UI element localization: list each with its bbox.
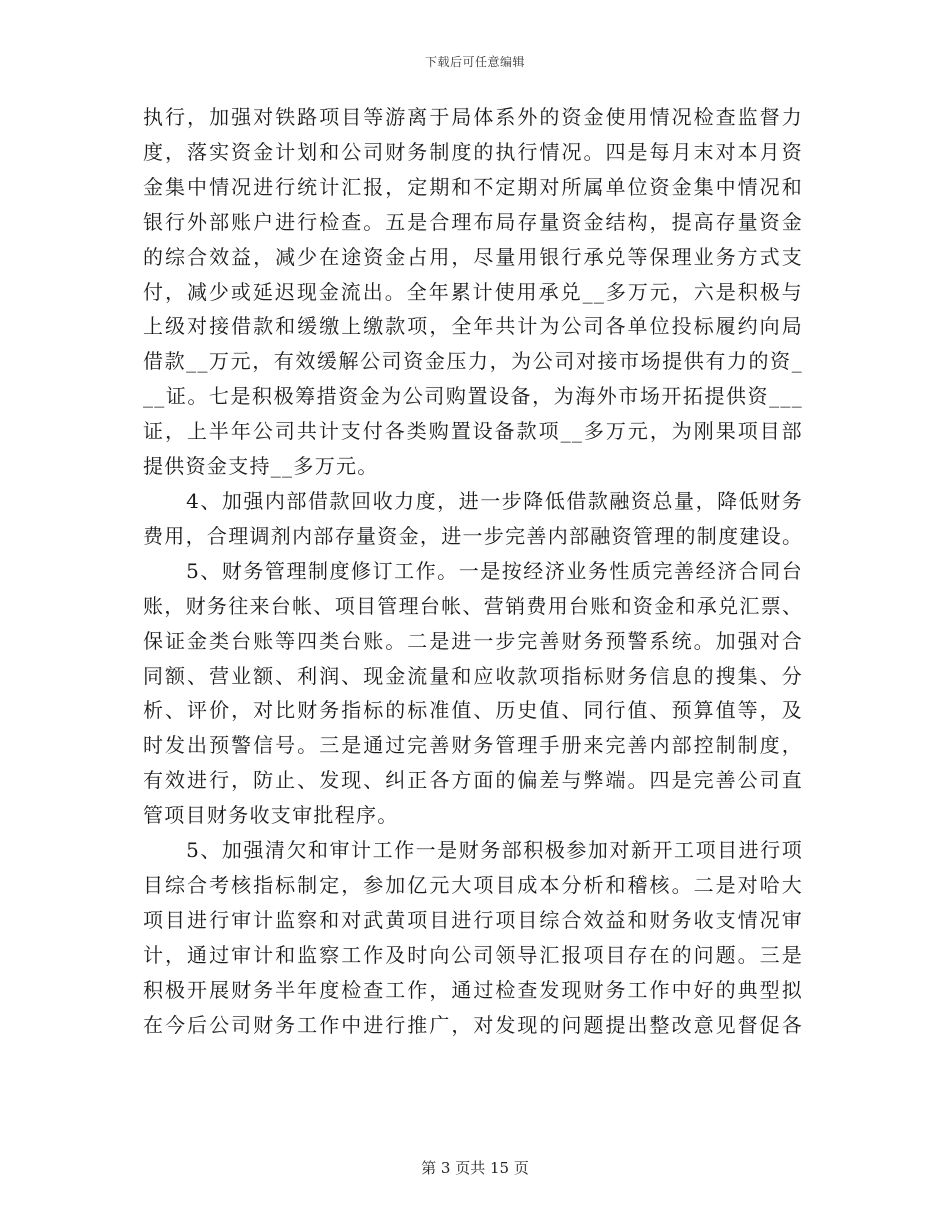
text-line: 借款__万元，有效缓解公司资金压力，为公司对接市场提供有力的资_ <box>143 349 803 374</box>
paragraph <box>143 833 803 1042</box>
text-line: 度，落实资金计划和公司财务制度的执行情况。四是每月末对本月资 <box>143 139 803 164</box>
text-line: 4、加强内部借款回收力度，进一步降低借款融资总量，降低财务 <box>143 488 803 513</box>
text-line: 有效进行，防止、发现、纠正各方面的偏差与弊端。四是完善公司直 <box>143 768 803 793</box>
text-line: 证，上半年公司共计支付各类购置设备款项__多万元，为刚果项目部 <box>143 419 803 444</box>
text-line: 5、财务管理制度修订工作。一是按经济业务性质完善经济合同台 <box>143 558 803 583</box>
text-line: 同额、营业额、利润、现金流量和应收款项指标财务信息的搜集、分 <box>143 663 803 688</box>
page-header: 下载后可任意编辑 <box>424 55 525 69</box>
text-line: 积极开展财务半年度检查工作，通过检查发现财务工作中好的典型拟 <box>143 977 803 1002</box>
text-line: 提供资金支持__多万元。 <box>143 454 379 479</box>
text-line: 在今后公司财务工作中进行推广，对发现的问题提出整改意见督促各 <box>143 1012 803 1037</box>
text-line: 时发出预警信号。三是通过完善财务管理手册来完善内部控制制度， <box>143 733 803 758</box>
text-line: 项目进行审计监察和对武黄项目进行项目综合效益和财务收支情况审 <box>143 907 803 932</box>
text-line: 目综合考核指标制定，参加亿元大项目成本分析和稽核。二是对哈大 <box>143 872 803 897</box>
text-line: 计，通过审计和监察工作及时向公司领导汇报项目存在的问题。三是 <box>143 942 803 967</box>
text-line: 账，财务往来台帐、项目管理台帐、营销费用台账和资金和承兑汇票、 <box>143 593 804 618</box>
paragraph <box>143 100 803 484</box>
paragraph <box>143 484 803 554</box>
text-line: 付，减少或延迟现金流出。全年累计使用承兑__多万元，六是积极与 <box>143 279 803 304</box>
text-line: 金集中情况进行统计汇报，定期和不定期对所属单位资金集中情况和 <box>143 174 803 199</box>
text-line: 上级对接借款和缓缴上缴款项，全年共计为公司各单位投标履约向局 <box>143 314 803 339</box>
text-line: 银行外部账户进行检查。五是合理布局存量资金结构，提高存量资金 <box>143 209 803 234</box>
text-line: 保证金类台账等四类台账。二是进一步完善财务预警系统。加强对合 <box>143 628 803 653</box>
text-line: 5、加强清欠和审计工作一是财务部积极参加对新开工项目进行项 <box>143 838 803 863</box>
text-line: 析、评价，对比财务指标的标准值、历史值、同行值、预算值等，及 <box>143 698 803 723</box>
text-line: 的综合效益，减少在途资金占用，尽量用银行承兑等保理业务方式支 <box>143 244 803 269</box>
page-footer: 第 3 页共 15 页 <box>421 1159 529 1177</box>
paragraph <box>143 554 803 833</box>
text-line: 管项目财务收支审批程序。 <box>143 803 399 828</box>
text-line: 费用，合理调剂内部存量资金，进一步完善内部融资管理的制度建设。 <box>143 523 804 548</box>
text-line: __证。七是积极筹措资金为公司购置设备，为海外市场开拓提供资___ <box>143 384 803 409</box>
document-body <box>143 100 803 1042</box>
text-line: 执行，加强对铁路项目等游离于局体系外的资金使用情况检查监督力 <box>143 105 803 129</box>
